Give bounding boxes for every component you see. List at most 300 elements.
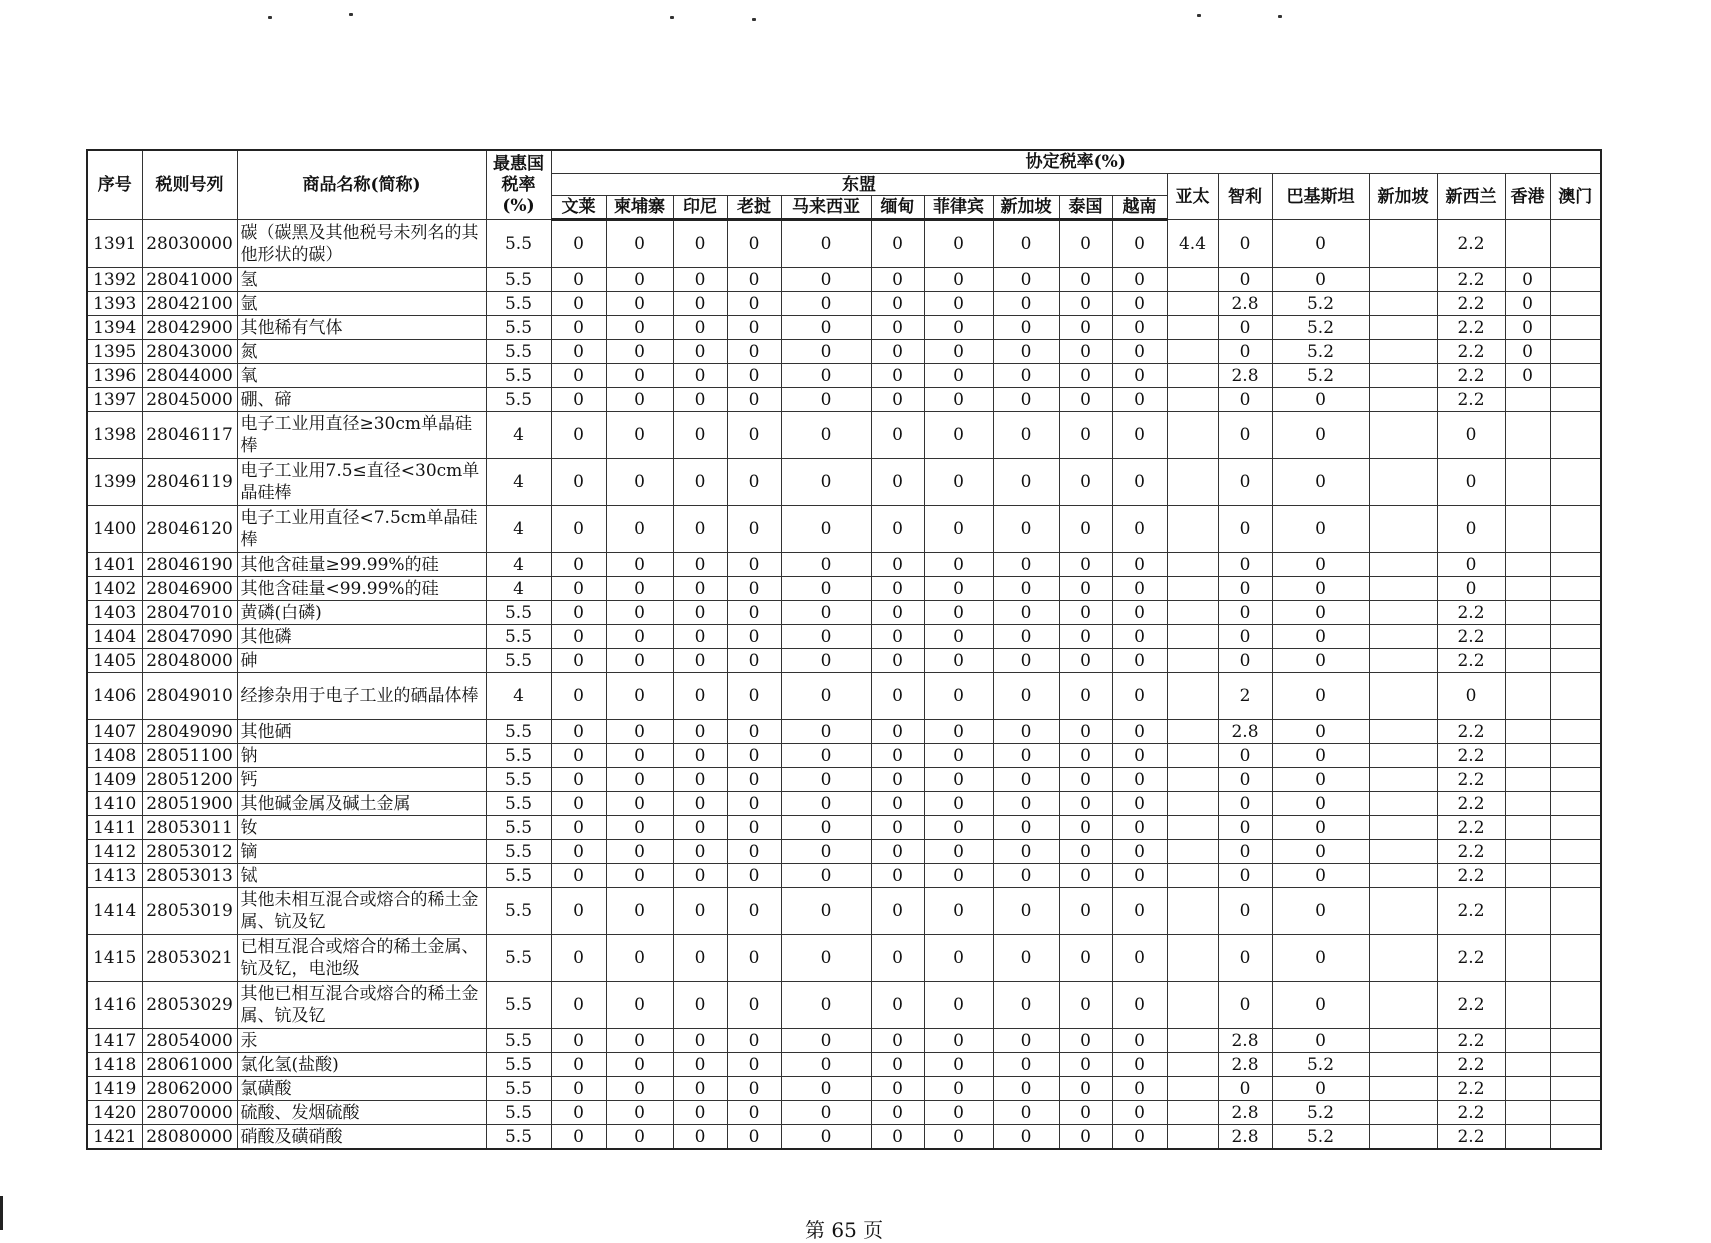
header-hk: 香港	[1505, 174, 1550, 220]
cell-asean-rate: 0	[727, 625, 781, 649]
cell-asean-rate: 0	[606, 982, 673, 1029]
cell-macao	[1550, 577, 1601, 601]
cell-hk	[1505, 220, 1550, 268]
cell-name: 电子工业用直径<7.5cm单晶硅棒	[237, 506, 486, 553]
cell-asean-rate: 0	[1112, 601, 1167, 625]
cell-asean-rate: 0	[1059, 388, 1112, 412]
cell-hk: 0	[1505, 340, 1550, 364]
cell-asean-rate: 0	[1059, 412, 1112, 459]
cell-asean-rate: 0	[1112, 1053, 1167, 1077]
cell-nz: 2.2	[1437, 768, 1505, 792]
cell-asean-rate: 0	[606, 412, 673, 459]
cell-asean-rate: 0	[781, 744, 871, 768]
cell-apta	[1167, 840, 1218, 864]
cell-mfn: 4	[486, 577, 551, 601]
cell-singapore	[1369, 625, 1437, 649]
cell-mfn: 5.5	[486, 935, 551, 982]
cell-singapore	[1369, 316, 1437, 340]
cell-seq: 1396	[87, 364, 142, 388]
cell-asean-rate: 0	[727, 792, 781, 816]
table-row	[87, 864, 1601, 888]
cell-asean-rate: 0	[924, 577, 993, 601]
cell-asean-rate: 0	[606, 1101, 673, 1125]
table-row	[87, 364, 1601, 388]
cell-hk: 0	[1505, 268, 1550, 292]
cell-asean-rate: 0	[781, 816, 871, 840]
cell-apta	[1167, 1101, 1218, 1125]
cell-hk	[1505, 1125, 1550, 1150]
cell-macao	[1550, 673, 1601, 720]
cell-asean-rate: 0	[924, 412, 993, 459]
cell-code: 28046117	[142, 412, 237, 459]
cell-seq: 1394	[87, 316, 142, 340]
cell-pakistan: 0	[1272, 888, 1369, 935]
cell-name: 其他已相互混合或熔合的稀土金属、钪及钇	[237, 982, 486, 1029]
cell-mfn: 5.5	[486, 1053, 551, 1077]
cell-asean-rate: 0	[551, 744, 606, 768]
table-row	[87, 1101, 1601, 1125]
cell-name: 铽	[237, 864, 486, 888]
cell-asean-rate: 0	[993, 459, 1059, 506]
cell-hk	[1505, 553, 1550, 577]
cell-asean-rate: 0	[924, 364, 993, 388]
cell-nz: 0	[1437, 673, 1505, 720]
cell-asean-rate: 0	[727, 316, 781, 340]
cell-hk	[1505, 577, 1550, 601]
cell-asean-rate: 0	[673, 649, 727, 673]
cell-chile: 0	[1218, 268, 1272, 292]
cell-apta	[1167, 316, 1218, 340]
cell-asean-rate: 0	[727, 459, 781, 506]
cell-asean-rate: 0	[924, 840, 993, 864]
cell-asean-rate: 0	[673, 220, 727, 268]
table-row	[87, 506, 1601, 553]
header-name: 商品名称(简称)	[237, 150, 486, 220]
cell-mfn: 5.5	[486, 649, 551, 673]
cell-name: 钙	[237, 768, 486, 792]
cell-hk	[1505, 840, 1550, 864]
cell-asean-rate: 0	[1112, 412, 1167, 459]
cell-macao	[1550, 1125, 1601, 1150]
cell-pakistan: 0	[1272, 1029, 1369, 1053]
cell-asean-rate: 0	[993, 412, 1059, 459]
cell-chile: 2.8	[1218, 1125, 1272, 1150]
cell-macao	[1550, 625, 1601, 649]
cell-asean-rate: 0	[551, 1029, 606, 1053]
cell-nz: 0	[1437, 412, 1505, 459]
cell-asean-rate: 0	[781, 1077, 871, 1101]
cell-asean-rate: 0	[606, 816, 673, 840]
cell-asean-rate: 0	[993, 1101, 1059, 1125]
cell-code: 28047010	[142, 601, 237, 625]
cell-pakistan: 0	[1272, 412, 1369, 459]
cell-asean-rate: 0	[924, 1101, 993, 1125]
cell-apta	[1167, 340, 1218, 364]
cell-nz: 2.2	[1437, 1053, 1505, 1077]
cell-nz: 2.2	[1437, 292, 1505, 316]
cell-asean-rate: 0	[871, 577, 924, 601]
cell-chile: 0	[1218, 768, 1272, 792]
cell-asean-rate: 0	[551, 864, 606, 888]
cell-asean-rate: 0	[551, 649, 606, 673]
cell-pakistan: 0	[1272, 268, 1369, 292]
cell-asean-rate: 0	[551, 292, 606, 316]
cell-pakistan: 0	[1272, 935, 1369, 982]
table-row	[87, 553, 1601, 577]
cell-name: 电子工业用7.5≤直径<30cm单晶硅棒	[237, 459, 486, 506]
cell-asean-rate: 0	[1059, 577, 1112, 601]
cell-asean-rate: 0	[1059, 364, 1112, 388]
cell-asean-rate: 0	[781, 649, 871, 673]
cell-asean-rate: 0	[993, 1053, 1059, 1077]
cell-singapore	[1369, 768, 1437, 792]
cell-nz: 2.2	[1437, 340, 1505, 364]
cell-asean-rate: 0	[781, 506, 871, 553]
cell-apta	[1167, 1053, 1218, 1077]
cell-asean-rate: 0	[673, 459, 727, 506]
cell-hk: 0	[1505, 316, 1550, 340]
cell-asean-rate: 0	[673, 864, 727, 888]
cell-asean-rate: 0	[993, 220, 1059, 268]
cell-singapore	[1369, 982, 1437, 1029]
cell-asean-rate: 0	[781, 316, 871, 340]
cell-asean-rate: 0	[551, 792, 606, 816]
cell-code: 28053021	[142, 935, 237, 982]
cell-apta	[1167, 1077, 1218, 1101]
cell-asean-rate: 0	[924, 506, 993, 553]
cell-nz: 2.2	[1437, 1125, 1505, 1150]
cell-asean-rate: 0	[781, 268, 871, 292]
cell-hk	[1505, 506, 1550, 553]
cell-asean-rate: 0	[606, 864, 673, 888]
cell-chile: 0	[1218, 412, 1272, 459]
cell-asean-rate: 0	[673, 577, 727, 601]
cell-nz: 2.2	[1437, 720, 1505, 744]
header-nz: 新西兰	[1437, 174, 1505, 220]
cell-asean-rate: 0	[781, 792, 871, 816]
cell-code: 28049090	[142, 720, 237, 744]
cell-code: 28053013	[142, 864, 237, 888]
cell-code: 28043000	[142, 340, 237, 364]
cell-asean-rate: 0	[993, 816, 1059, 840]
cell-asean-rate: 0	[727, 864, 781, 888]
cell-chile: 0	[1218, 888, 1272, 935]
cell-asean-rate: 0	[1059, 1101, 1112, 1125]
cell-asean-rate: 0	[1059, 673, 1112, 720]
cell-pakistan: 0	[1272, 720, 1369, 744]
cell-pakistan: 5.2	[1272, 364, 1369, 388]
cell-mfn: 5.5	[486, 388, 551, 412]
cell-mfn: 5.5	[486, 816, 551, 840]
header-code: 税则号列	[142, 150, 237, 220]
cell-seq: 1391	[87, 220, 142, 268]
cell-asean-rate: 0	[606, 625, 673, 649]
table-header	[87, 150, 1601, 220]
cell-chile: 2.8	[1218, 1101, 1272, 1125]
cell-nz: 2.2	[1437, 649, 1505, 673]
cell-code: 28046900	[142, 577, 237, 601]
cell-singapore	[1369, 888, 1437, 935]
cell-name: 钠	[237, 744, 486, 768]
cell-asean-rate: 0	[1112, 673, 1167, 720]
cell-nz: 2.2	[1437, 982, 1505, 1029]
cell-code: 28061000	[142, 1053, 237, 1077]
cell-asean-rate: 0	[673, 935, 727, 982]
cell-asean-rate: 0	[727, 1053, 781, 1077]
cell-code: 28044000	[142, 364, 237, 388]
cell-asean-rate: 0	[727, 220, 781, 268]
cell-asean-rate: 0	[781, 292, 871, 316]
cell-asean-rate: 0	[924, 720, 993, 744]
header-asean-country: 老挝	[727, 196, 781, 220]
cell-asean-rate: 0	[673, 625, 727, 649]
cell-pakistan: 0	[1272, 840, 1369, 864]
cell-macao	[1550, 888, 1601, 935]
cell-hk	[1505, 412, 1550, 459]
cell-asean-rate: 0	[871, 459, 924, 506]
cell-name: 其他含硅量<99.99%的硅	[237, 577, 486, 601]
cell-code: 28041000	[142, 268, 237, 292]
tariff-table	[86, 149, 1602, 1150]
cell-asean-rate: 0	[673, 744, 727, 768]
table-row	[87, 673, 1601, 720]
cell-pakistan: 0	[1272, 982, 1369, 1029]
cell-pakistan: 0	[1272, 864, 1369, 888]
cell-asean-rate: 0	[924, 388, 993, 412]
table-row	[87, 840, 1601, 864]
cell-asean-rate: 0	[606, 340, 673, 364]
cell-apta	[1167, 1029, 1218, 1053]
cell-pakistan: 0	[1272, 673, 1369, 720]
cell-chile: 0	[1218, 792, 1272, 816]
cell-seq: 1419	[87, 1077, 142, 1101]
cell-apta	[1167, 864, 1218, 888]
cell-chile: 2.8	[1218, 1029, 1272, 1053]
cell-pakistan: 0	[1272, 768, 1369, 792]
cell-code: 28047090	[142, 625, 237, 649]
cell-asean-rate: 0	[871, 1029, 924, 1053]
cell-asean-rate: 0	[673, 412, 727, 459]
scan-edge-mark	[0, 1196, 3, 1230]
cell-asean-rate: 0	[1059, 888, 1112, 935]
cell-hk	[1505, 1029, 1550, 1053]
cell-pakistan: 5.2	[1272, 316, 1369, 340]
cell-mfn: 5.5	[486, 268, 551, 292]
cell-asean-rate: 0	[993, 935, 1059, 982]
cell-asean-rate: 0	[871, 316, 924, 340]
cell-hk	[1505, 864, 1550, 888]
cell-seq: 1409	[87, 768, 142, 792]
cell-asean-rate: 0	[1112, 649, 1167, 673]
cell-asean-rate: 0	[551, 553, 606, 577]
cell-name: 其他未相互混合或熔合的稀土金属、钪及钇	[237, 888, 486, 935]
cell-asean-rate: 0	[727, 268, 781, 292]
cell-asean-rate: 0	[673, 768, 727, 792]
cell-seq: 1417	[87, 1029, 142, 1053]
cell-code: 28051900	[142, 792, 237, 816]
cell-asean-rate: 0	[1112, 506, 1167, 553]
cell-asean-rate: 0	[1112, 840, 1167, 864]
table-row	[87, 935, 1601, 982]
cell-asean-rate: 0	[727, 292, 781, 316]
cell-name: 氧	[237, 364, 486, 388]
cell-mfn: 5.5	[486, 982, 551, 1029]
cell-macao	[1550, 1053, 1601, 1077]
cell-nz: 2.2	[1437, 792, 1505, 816]
cell-chile: 0	[1218, 553, 1272, 577]
cell-chile: 0	[1218, 220, 1272, 268]
cell-macao	[1550, 412, 1601, 459]
cell-asean-rate: 0	[993, 1029, 1059, 1053]
cell-asean-rate: 0	[781, 1101, 871, 1125]
cell-chile: 0	[1218, 864, 1272, 888]
cell-chile: 0	[1218, 316, 1272, 340]
cell-asean-rate: 0	[993, 601, 1059, 625]
cell-singapore	[1369, 292, 1437, 316]
cell-asean-rate: 0	[673, 388, 727, 412]
cell-apta	[1167, 888, 1218, 935]
table-row	[87, 292, 1601, 316]
cell-asean-rate: 0	[781, 601, 871, 625]
cell-nz: 2.2	[1437, 220, 1505, 268]
cell-name: 其他硒	[237, 720, 486, 744]
cell-pakistan: 0	[1272, 506, 1369, 553]
cell-seq: 1416	[87, 982, 142, 1029]
cell-asean-rate: 0	[673, 720, 727, 744]
cell-asean-rate: 0	[781, 720, 871, 744]
table-row	[87, 888, 1601, 935]
cell-asean-rate: 0	[727, 982, 781, 1029]
cell-asean-rate: 0	[727, 649, 781, 673]
cell-asean-rate: 0	[606, 459, 673, 506]
cell-macao	[1550, 388, 1601, 412]
cell-name: 氮	[237, 340, 486, 364]
cell-seq: 1395	[87, 340, 142, 364]
cell-hk	[1505, 888, 1550, 935]
cell-code: 28062000	[142, 1077, 237, 1101]
cell-pakistan: 5.2	[1272, 1053, 1369, 1077]
cell-hk	[1505, 649, 1550, 673]
cell-seq: 1392	[87, 268, 142, 292]
cell-name: 经掺杂用于电子工业的硒晶体棒	[237, 673, 486, 720]
cell-asean-rate: 0	[1112, 364, 1167, 388]
cell-code: 28051200	[142, 768, 237, 792]
cell-asean-rate: 0	[551, 935, 606, 982]
cell-asean-rate: 0	[673, 553, 727, 577]
cell-asean-rate: 0	[993, 1125, 1059, 1150]
cell-asean-rate: 0	[993, 649, 1059, 673]
header-agreement: 协定税率(%)	[551, 150, 1601, 174]
cell-asean-rate: 0	[1059, 506, 1112, 553]
cell-singapore	[1369, 840, 1437, 864]
cell-code: 28048000	[142, 649, 237, 673]
cell-hk	[1505, 601, 1550, 625]
cell-macao	[1550, 1101, 1601, 1125]
cell-singapore	[1369, 1053, 1437, 1077]
cell-nz: 2.2	[1437, 388, 1505, 412]
cell-singapore	[1369, 1029, 1437, 1053]
cell-asean-rate: 0	[606, 649, 673, 673]
cell-asean-rate: 0	[871, 506, 924, 553]
scan-marks	[0, 10, 1711, 24]
cell-asean-rate: 0	[871, 1101, 924, 1125]
cell-name: 其他稀有气体	[237, 316, 486, 340]
cell-asean-rate: 0	[673, 364, 727, 388]
cell-asean-rate: 0	[924, 1029, 993, 1053]
cell-asean-rate: 0	[727, 506, 781, 553]
cell-seq: 1418	[87, 1053, 142, 1077]
cell-asean-rate: 0	[727, 720, 781, 744]
cell-singapore	[1369, 340, 1437, 364]
cell-pakistan: 5.2	[1272, 340, 1369, 364]
table-row	[87, 982, 1601, 1029]
cell-name: 氩	[237, 292, 486, 316]
header-asean-country: 新加坡	[993, 196, 1059, 220]
cell-chile: 0	[1218, 506, 1272, 553]
cell-asean-rate: 0	[871, 720, 924, 744]
cell-seq: 1411	[87, 816, 142, 840]
cell-apta	[1167, 292, 1218, 316]
cell-asean-rate: 0	[871, 292, 924, 316]
cell-nz: 2.2	[1437, 268, 1505, 292]
cell-asean-rate: 0	[1059, 792, 1112, 816]
cell-hk	[1505, 1101, 1550, 1125]
table-row	[87, 601, 1601, 625]
cell-code: 28053029	[142, 982, 237, 1029]
cell-asean-rate: 0	[606, 292, 673, 316]
cell-asean-rate: 0	[1059, 268, 1112, 292]
cell-singapore	[1369, 601, 1437, 625]
cell-chile: 0	[1218, 840, 1272, 864]
cell-asean-rate: 0	[871, 268, 924, 292]
cell-asean-rate: 0	[1059, 1077, 1112, 1101]
cell-seq: 1421	[87, 1125, 142, 1150]
cell-asean-rate: 0	[924, 673, 993, 720]
cell-apta	[1167, 388, 1218, 412]
header-asean-country: 越南	[1112, 196, 1167, 220]
cell-asean-rate: 0	[551, 982, 606, 1029]
cell-hk	[1505, 744, 1550, 768]
cell-asean-rate: 0	[673, 1125, 727, 1150]
cell-asean-rate: 0	[1112, 553, 1167, 577]
cell-asean-rate: 0	[606, 506, 673, 553]
cell-apta	[1167, 459, 1218, 506]
cell-hk	[1505, 935, 1550, 982]
cell-macao	[1550, 864, 1601, 888]
cell-asean-rate: 0	[551, 459, 606, 506]
table-row	[87, 1029, 1601, 1053]
cell-asean-rate: 0	[1112, 792, 1167, 816]
cell-seq: 1399	[87, 459, 142, 506]
table-row	[87, 1053, 1601, 1077]
cell-nz: 2.2	[1437, 840, 1505, 864]
cell-chile: 0	[1218, 1077, 1272, 1101]
cell-asean-rate: 0	[871, 864, 924, 888]
cell-hk	[1505, 816, 1550, 840]
cell-asean-rate: 0	[673, 982, 727, 1029]
cell-asean-rate: 0	[871, 625, 924, 649]
cell-hk	[1505, 388, 1550, 412]
cell-apta	[1167, 412, 1218, 459]
table-row	[87, 768, 1601, 792]
table-row	[87, 649, 1601, 673]
cell-asean-rate: 0	[1059, 1053, 1112, 1077]
cell-apta	[1167, 625, 1218, 649]
cell-asean-rate: 0	[606, 1053, 673, 1077]
cell-asean-rate: 0	[727, 888, 781, 935]
cell-asean-rate: 0	[1059, 649, 1112, 673]
cell-seq: 1401	[87, 553, 142, 577]
